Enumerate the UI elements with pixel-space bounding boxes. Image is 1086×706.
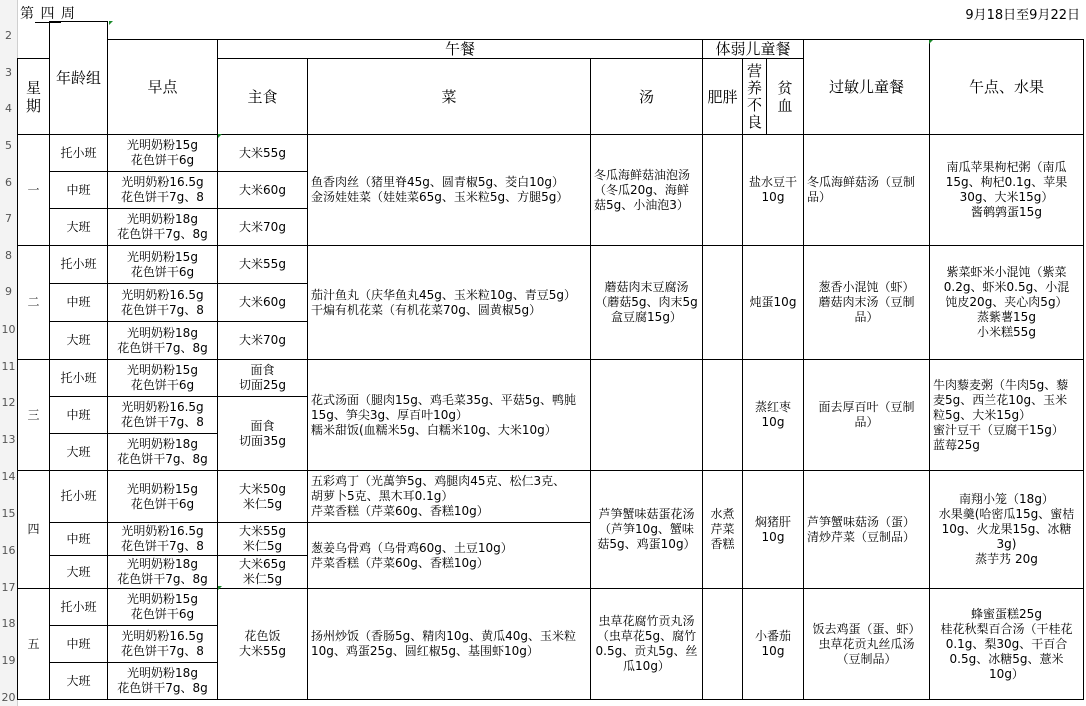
anemia-wed: 蒸红枣 10g xyxy=(743,360,804,471)
soup-fri: 虫草花腐竹贡丸汤 （虫草花5g、腐竹 0.5g、贡丸5g、丝 瓜10g） xyxy=(591,589,703,700)
age-zhong: 中班 xyxy=(50,284,108,322)
week-suffix: 周 xyxy=(60,6,76,22)
row-number[interactable]: 6 xyxy=(5,176,12,189)
row-number-column xyxy=(0,0,18,706)
breakfast-zhong: 光明奶粉16.5g 花色饼干7g、8 xyxy=(108,397,218,434)
header-blank-top xyxy=(18,22,50,59)
row-number[interactable]: 8 xyxy=(5,249,12,262)
row-number[interactable]: 16 xyxy=(1,544,16,557)
age-da: 大班 xyxy=(50,663,108,700)
comment-marker xyxy=(929,40,933,44)
staple-mon-da: 大米70g xyxy=(218,209,308,246)
snack-mon: 南瓜苹果枸杞粥（南瓜 15g、枸杞0.1g、苹果 30g、大米15g） 酱鹌鹑蛋15g xyxy=(930,135,1084,246)
breakfast-tuo: 光明奶粉15g 花色饼干6g xyxy=(108,360,218,397)
snack-fri: 蜂蜜蛋糕25g 桂花秋梨百合汤（干桂花 0.1g、梨30g、干百合 0.5g、冰糖5g、薏米 10g） xyxy=(930,589,1084,700)
header-staple: 主食 xyxy=(218,59,308,135)
row-number[interactable]: 3 xyxy=(5,66,12,79)
soup-wed xyxy=(591,360,703,471)
breakfast-da: 光明奶粉18g 花色饼干7g、8g xyxy=(108,556,218,589)
dish-thu-tuo: 五彩鸡丁（光萬笋5g、鸡腿肉45克、松仁3克、 胡萝卜5克、黑木耳0.1g） 芹菜香糕（芹菜60g、香糕10g） xyxy=(308,471,591,523)
header-malnutrition: 营 养 不 良 xyxy=(743,59,767,135)
allergy-thu: 芦笋蟹味菇汤（蛋） 清炒芹菜（豆制品） xyxy=(804,471,930,589)
obese-tue xyxy=(703,246,743,360)
row-number[interactable]: 11 xyxy=(1,360,16,373)
age-zhong: 中班 xyxy=(50,523,108,556)
staple-mon-zhong: 大米60g xyxy=(218,172,308,209)
snack-thu: 南翔小笼（18g） 水果羹(哈密瓜15g、蜜桔 10g、火龙果15g、冰糖 3g) 蒸芋艿 20g xyxy=(930,471,1084,589)
breakfast-zhong: 光明奶粉16.5g 花色饼干7g、8 xyxy=(108,626,218,663)
staple-thu-da: 大米65g 米仁5g xyxy=(218,556,308,589)
breakfast-tuo: 光明奶粉15g 花色饼干6g xyxy=(108,135,218,172)
day-thu: 四 xyxy=(18,471,50,589)
age-da: 大班 xyxy=(50,556,108,589)
soup-tue: 蘑菇肉末豆腐汤 （蘑菇5g、肉末5g 盒豆腐15g） xyxy=(591,246,703,360)
anemia-thu: 焖猪肝 10g xyxy=(743,471,804,589)
staple-wed-rest: 面食 切面35g xyxy=(218,397,308,471)
staple-tue-zhong: 大米60g xyxy=(218,284,308,322)
header-allergy-meal: 过敏儿童餐 xyxy=(804,40,930,135)
allergy-fri: 饭去鸡蛋（蛋、虾） 虫草花贡丸丝瓜汤 （豆制品） xyxy=(804,589,930,700)
allergy-tue: 葱香小混饨（虾） 蘑菇肉末汤（豆制 品） xyxy=(804,246,930,360)
age-zhong: 中班 xyxy=(50,397,108,434)
header-day: 星期 xyxy=(18,59,50,135)
row-number[interactable]: 18 xyxy=(1,617,16,630)
row-number[interactable]: 13 xyxy=(1,433,16,446)
breakfast-da: 光明奶粉18g 花色饼干7g、8g xyxy=(108,322,218,360)
age-tuo: 托小班 xyxy=(50,589,108,626)
age-zhong: 中班 xyxy=(50,172,108,209)
allergy-wed: 面去厚百叶（豆制 品） xyxy=(804,360,930,471)
week-title xyxy=(20,3,76,23)
row-number[interactable]: 15 xyxy=(1,507,16,520)
obese-wed xyxy=(703,360,743,471)
header-dish: 菜 xyxy=(308,59,591,135)
breakfast-zhong: 光明奶粉16.5g 花色饼干7g、8 xyxy=(108,284,218,322)
row-number[interactable]: 10 xyxy=(1,323,16,336)
week-number: 四 xyxy=(35,6,61,23)
soup-mon: 冬瓜海鲜菇油泡汤 （冬瓜20g、海鲜 菇5g、小油泡3） xyxy=(591,135,703,246)
breakfast-zhong: 光明奶粉16.5g 花色饼干7g、8 xyxy=(108,172,218,209)
breakfast-tuo: 光明奶粉15g 花色饼干6g xyxy=(108,589,218,626)
breakfast-zhong: 光明奶粉16.5g 花色饼干7g、8 xyxy=(108,523,218,556)
age-da: 大班 xyxy=(50,209,108,246)
date-range: 9月18日至9月22日 xyxy=(965,8,1080,23)
age-da: 大班 xyxy=(50,322,108,360)
breakfast-tuo: 光明奶粉15g 花色饼干6g xyxy=(108,246,218,284)
header-obese: 肥胖 xyxy=(703,59,743,135)
header-age-group: 年龄组 xyxy=(50,22,108,135)
staple-thu-tuo: 大米50g 米仁5g xyxy=(218,471,308,523)
snack-wed: 牛肉藜麦粥（牛肉5g、藜 麦5g、西兰花10g、玉米 粒5g、大米15g） 蜜汁豆干（豆腐干15g） 蓝莓25g xyxy=(930,360,1084,471)
snack-tue: 紫菜虾米小混饨（紫菜 0.2g、虾米0.5g、小混 饨皮20g、夹心肉5g） 蒸紫薯15g 小米糕55g xyxy=(930,246,1084,360)
row-number[interactable]: 14 xyxy=(1,470,16,483)
dish-wed: 花式汤面（腿肉15g、鸡毛菜35g、平菇5g、鸭肫 15g、笋尖3g、厚百叶10g） 糯米甜饭(血糯米5g、白糯米10g、大米10g） xyxy=(308,360,591,471)
staple-tue-tuo: 大米55g xyxy=(218,246,308,284)
age-tuo: 托小班 xyxy=(50,360,108,397)
obese-thu: 水煮 芹菜 香糕 xyxy=(703,471,743,589)
anemia-fri: 小番茄 10g xyxy=(743,589,804,700)
age-tuo: 托小班 xyxy=(50,471,108,523)
age-tuo: 托小班 xyxy=(50,246,108,284)
comment-marker xyxy=(218,586,222,590)
header-anemia: 贫 血 xyxy=(767,59,804,135)
comment-marker xyxy=(218,134,222,138)
age-tuo: 托小班 xyxy=(50,135,108,172)
day-tue: 二 xyxy=(18,246,50,360)
header-snack-fruit: 午点、水果 xyxy=(930,40,1084,135)
staple-wed-tuo: 面食 切面25g xyxy=(218,360,308,397)
day-wed: 三 xyxy=(18,360,50,471)
week-prefix: 第 xyxy=(20,6,35,22)
header-top-blank xyxy=(108,22,1084,40)
obese-mon xyxy=(703,135,743,246)
row-number[interactable]: 20 xyxy=(1,691,16,704)
header-lunch: 午餐 xyxy=(218,40,703,59)
row-number[interactable]: 17 xyxy=(1,581,16,594)
age-da: 大班 xyxy=(50,434,108,471)
anemia-tue: 炖蛋10g xyxy=(743,246,804,360)
header-weak-child-meal: 体弱儿童餐 xyxy=(703,40,804,59)
obese-fri xyxy=(703,589,743,700)
staple-tue-da: 大米70g xyxy=(218,322,308,360)
staple-thu-zhong: 大米55g 米仁5g xyxy=(218,523,308,556)
breakfast-da: 光明奶粉18g 花色饼干7g、8g xyxy=(108,209,218,246)
allergy-mon: 冬瓜海鲜菇汤（豆制 品） xyxy=(804,135,930,246)
header-breakfast: 早点 xyxy=(108,40,218,135)
staple-mon-tuo: 大米55g xyxy=(218,135,308,172)
row-number[interactable]: 2 xyxy=(5,29,12,42)
day-mon: 一 xyxy=(18,135,50,246)
breakfast-tuo: 光明奶粉15g 花色饼干6g xyxy=(108,471,218,523)
weekly-menu-table xyxy=(17,21,1084,700)
anemia-mon: 盐水豆干 10g xyxy=(743,135,804,246)
row-number[interactable]: 4 xyxy=(5,102,12,115)
row-number[interactable]: 12 xyxy=(1,396,16,409)
header-soup: 汤 xyxy=(591,59,703,135)
age-zhong: 中班 xyxy=(50,626,108,663)
row-number[interactable]: 7 xyxy=(5,212,12,225)
staple-fri: 花色饭 大米55g xyxy=(218,589,308,700)
row-number[interactable]: 9 xyxy=(5,285,12,298)
row-number[interactable]: 19 xyxy=(1,654,16,667)
day-fri: 五 xyxy=(18,589,50,700)
breakfast-da: 光明奶粉18g 花色饼干7g、8g xyxy=(108,434,218,471)
comment-marker xyxy=(109,21,113,25)
dish-fri: 扬州炒饭（香肠5g、精肉10g、黄瓜40g、玉米粒 10g、鸡蛋25g、圆红椒5g、基围虾10g） xyxy=(308,589,591,700)
breakfast-da: 光明奶粉18g 花色饼干7g、8g xyxy=(108,663,218,700)
dish-mon: 鱼香肉丝（猪里脊45g、圆青椒5g、茭白10g） 金汤娃娃菜（娃娃菜65g、玉米粒5g、方腿5g） xyxy=(308,135,591,246)
soup-thu: 芦笋蟹味菇蛋花汤 （芦笋10g、蟹味 菇5g、鸡蛋10g） xyxy=(591,471,703,589)
dish-tue: 茄汁鱼丸（庆华鱼丸45g、玉米粒10g、青豆5g） 干煸有机花菜（有机花菜70g、圆黄椒5g） xyxy=(308,246,591,360)
row-number[interactable]: 5 xyxy=(5,139,12,152)
dish-thu-rest: 葱姜乌骨鸡（乌骨鸡60g、土豆10g） 芹菜香糕（芹菜60g、香糕10g） xyxy=(308,523,591,589)
